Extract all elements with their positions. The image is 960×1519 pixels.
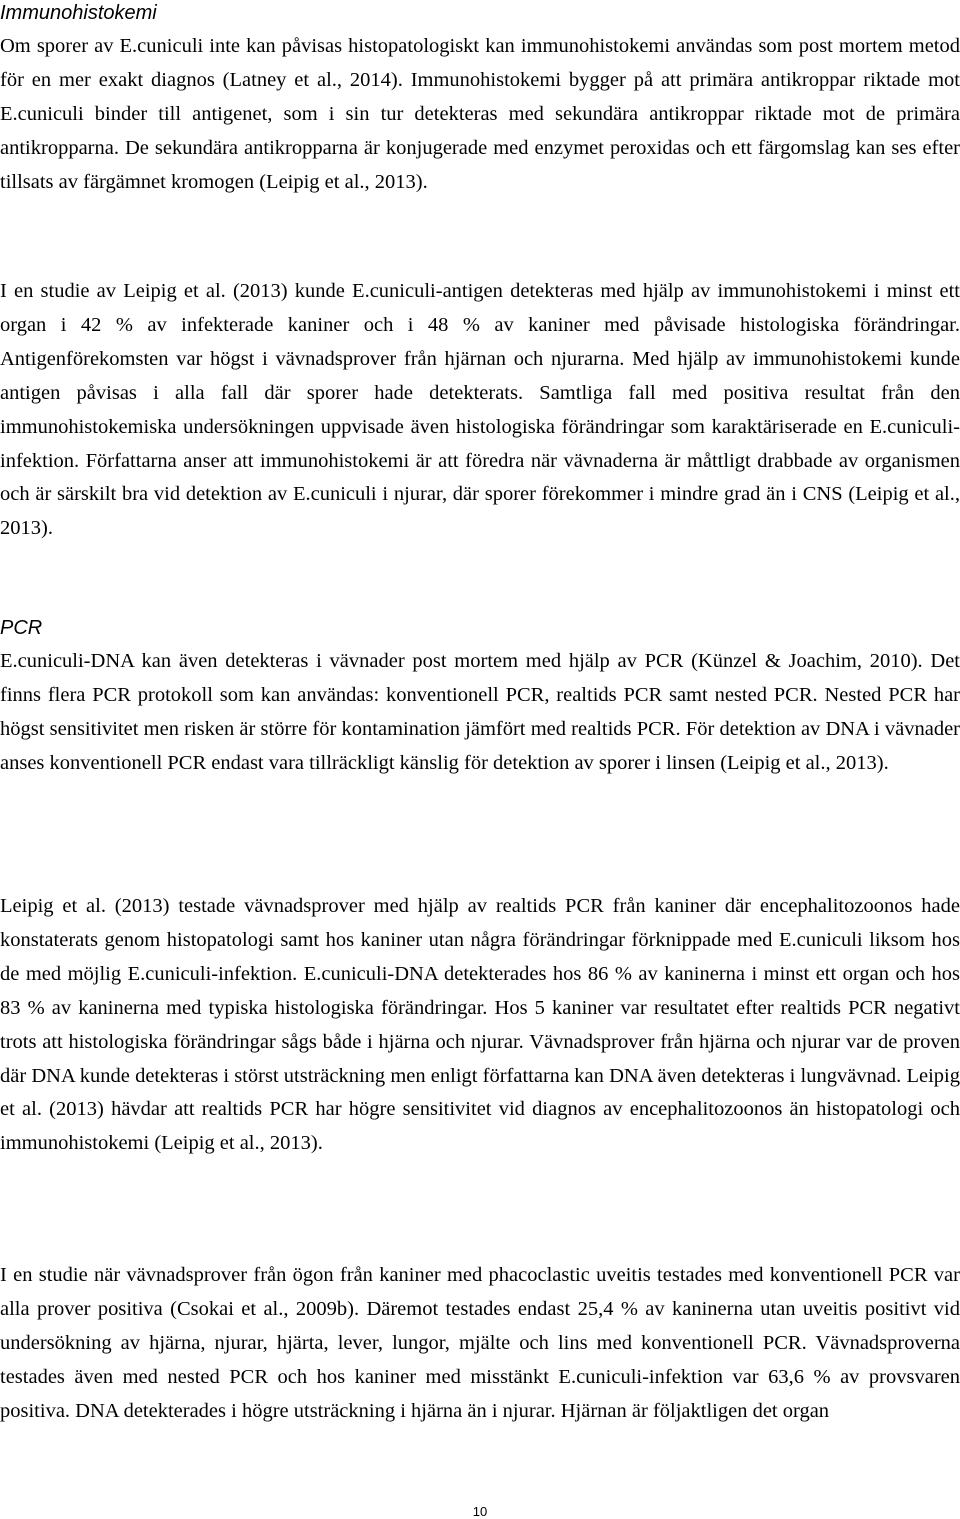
- paragraph-immunohistokemi-intro: Om sporer av E.cuniculi inte kan påvisas histopatologiskt kan immunohistokemi användas som post mortem metod för en mer exakt diagnos (Latney et al., 2014). Immunohistokemi bygger på att primära antikroppar riktade mot E.cuniculi binder till antigenet, som i sin tur detekteras med sekundära antikroppar riktade mot de primära antikropparna. De sekundära antikropparna är konjugerade med enzymet peroxidas och ett färgomslag kan ses efter tillsats av färgämnet kromogen (Leipig et al., 2013).: [0, 35, 960, 193]
- section-heading-pcr: PCR: [0, 617, 43, 639]
- paragraph-leipig-realtids-pcr-study: Leipig et al. (2013) testade vävnadsprover med hjälp av realtids PCR från kaniner där encephalitozoonos hade konstaterats genom histopatologi samt hos kaniner utan några förändringar förknippade med E.cuniculi liksom hos de med möjlig E.cuniculi-infektion. E.cuniculi-DNA detekterades hos 86 % av kaninerna i minst ett organ och hos 83 % av kaninerna med typiska histologiska förändringar. Hos 5 kaniner var resultatet efter realtids PCR negativt trots att histologiska förändringar sågs både i hjärna och njurar. Vävnadsprover från hjärna och njurar var de proven där DNA kunde detekteras i störst utsträckning men enligt författarna kan DNA även detekteras i lungvävnad. Leipig et al. (2013) hävdar att realtids PCR har högre sensitivitet vid diagnos av encephalitozoonos än histopatologi och immunohistokemi (Leipig et al., 2013).: [0, 895, 960, 1155]
- page-number: 10: [472, 1504, 488, 1519]
- paragraph-leipig-immunohistokemi-study: I en studie av Leipig et al. (2013) kunde E.cuniculi-antigen detekteras med hjälp av immunohistokemi i minst ett organ i 42 % av infekterade kaniner och i 48 % av kaniner med påvisade histologiska förändringar. Antigenförekomsten var högst i vävnadsprover från hjärnan och njurarna. Med hjälp av immunohistokemi kunde antigen påvisas i alla fall där sporer hade detekterats. Samtliga fall med positiva resultat från den immunohistokemiska undersökningen uppvisade även histologiska förändringar som karaktäriserade en E.cuniculi-infektion. Författarna anser att immunohistokemi är att föredra när vävnaderna är måttligt drabbade av organismen och är särskilt bra vid detektion av E.cuniculi i njurar, där sporer förekommer i mindre grad än i CNS (Leipig et al., 2013).: [0, 280, 960, 540]
- paragraph-pcr-intro: E.cuniculi-DNA kan även detekteras i vävnader post mortem med hjälp av PCR (Künzel & Joachim, 2010). Det finns flera PCR protokoll som kan användas: konventionell PCR, realtids PCR samt nested PCR. Nested PCR har högst sensitivitet men risken är större för kontamination jämfört med realtids PCR. För detektion av DNA i vävnader anses konventionell PCR endast vara tillräckligt känslig för detektion av sporer i linsen (Leipig et al., 2013).: [0, 650, 960, 774]
- paragraph-uveitis-pcr-study: I en studie när vävnadsprover från ögon från kaniner med phacoclastic uveitis testades med konventionell PCR var alla prover positiva (Csokai et al., 2009b). Däremot testades endast 25,4 % av kaninerna utan uveitis positivt vid undersökning av hjärna, njurar, hjärta, lever, lungor, mjälte och lins med konventionell PCR. Vävnadsproverna testades även med nested PCR och hos kaniner med misstänkt E.cuniculi-infektion var 63,6 % av provsvaren positiva. DNA detekterades i högre utsträckning i hjärna än i njurar. Hjärnan är följaktligen det organ: [0, 1264, 960, 1422]
- section-heading-immunohistokemi: Immunohistokemi: [0, 2, 157, 24]
